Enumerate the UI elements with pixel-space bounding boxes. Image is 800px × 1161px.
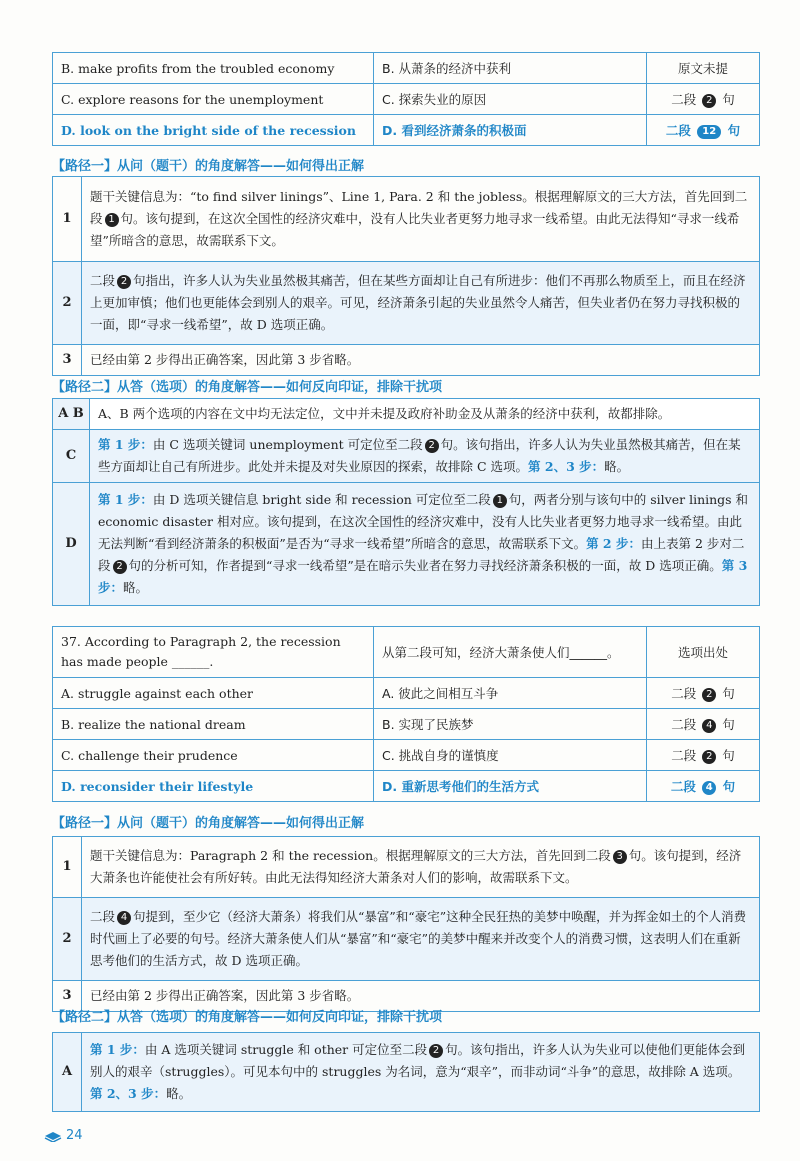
table-row <box>53 678 760 709</box>
table-row <box>53 177 760 262</box>
option-label: D <box>53 483 90 606</box>
q36-route2-table <box>52 398 760 606</box>
step-number: 2 <box>53 898 82 981</box>
option-source: 原文未提 <box>647 53 760 84</box>
route2-heading: 【路径二】从答（选项）的角度解答——如何反向印证，排除干扰项 <box>52 380 443 395</box>
option-zh: C. 探索失业的原因 <box>374 84 647 115</box>
table-row <box>53 1033 760 1112</box>
book-icon <box>44 1130 62 1142</box>
step-number: 1 <box>53 837 82 898</box>
step-text: 第 1 步：由 C 选项关键词 unemployment 可定位至二段 2 句。该句指出，许多人认为失业虽然极其痛苦，但在某些方面却让自己有所进步。此处并未提及对失业原因的探索，故排除 C 选项。第 2、3 步：略。 <box>90 430 760 483</box>
sentence-marker: 12 <box>697 125 721 139</box>
question-stem-zh: 从第二段可知，经济大萧条使人们______。 <box>374 627 647 678</box>
option-zh: C. 挑战自身的谨慎度 <box>374 740 647 771</box>
table-row-answer <box>53 771 760 802</box>
table-row-answer <box>53 115 760 146</box>
sentence-marker: 2 <box>702 94 716 108</box>
sentence-marker: 2 <box>117 275 131 289</box>
table-row <box>53 483 760 606</box>
sentence-marker: 2 <box>425 439 439 453</box>
table-row <box>53 345 760 376</box>
table-row <box>53 898 760 981</box>
step-number: 3 <box>53 981 82 1012</box>
step-number: 3 <box>53 345 82 376</box>
step-text: 第 1 步：由 D 选项关键信息 bright side 和 recession 可定位至二段 1 句，两者分别与该句中的 silver linings 和 economic disaster 相对应。该句提到，在这次全国性的经济灾难中，没有人比失业者更努力地寻求一线希望。由此无法判断“看到经济萧条的积极面”是否为“寻求一线希望”所暗含的意思，故需联系下文。第 2 步：由上表第 2 步对二段 2 句的分析可知，作者提到“寻求一线希望”是在暗示失业者在努力寻找经济萧条积极的一面，故 D 选项正确。第 3 步：略。 <box>90 483 760 606</box>
table-row <box>53 740 760 771</box>
page-number <box>44 1128 83 1143</box>
route1-heading: 【路径一】从问（题干）的角度解答——如何得出正解 <box>52 159 365 174</box>
option-label: C <box>53 430 90 483</box>
table-row <box>53 84 760 115</box>
sentence-marker: 2 <box>702 750 716 764</box>
q36-route1-table <box>52 176 760 376</box>
option-zh: B. 实现了民族梦 <box>374 709 647 740</box>
q37-options-table <box>52 626 760 802</box>
option-zh: D. 重新思考他们的生活方式 <box>374 771 647 802</box>
sentence-marker: 2 <box>702 688 716 702</box>
option-en: A. struggle against each other <box>53 678 374 709</box>
step-number: 1 <box>53 177 82 262</box>
option-zh: A. 彼此之间相互斗争 <box>374 678 647 709</box>
step-text: 已经由第 2 步得出正确答案，因此第 3 步省略。 <box>82 345 760 376</box>
step-text: 题干关键信息为：Paragraph 2 和 the recession。根据理解原文的三大方法，首先回到二段 3 句。该句提到，经济大萧条也许能使社会有所好转。由此无法得知经济大萧条对人们的影响，故需联系下文。 <box>82 837 760 898</box>
q37-route2-table <box>52 1032 760 1112</box>
q37-route1-table <box>52 836 760 1012</box>
sentence-marker: 1 <box>493 494 507 508</box>
step-text: 已经由第 2 步得出正确答案，因此第 3 步省略。 <box>82 981 760 1012</box>
step-number: 2 <box>53 262 82 345</box>
sentence-marker: 3 <box>613 850 627 864</box>
option-source: 二段 4 句 <box>647 709 760 740</box>
table-row <box>53 399 760 430</box>
page-number-text: 24 <box>66 1128 83 1143</box>
option-zh: B. 从萧条的经济中获利 <box>374 53 647 84</box>
option-source: 二段 4 句 <box>647 771 760 802</box>
sentence-marker: 4 <box>117 911 131 925</box>
step-text: 第 1 步：由 A 选项关键词 struggle 和 other 可定位至二段 2 句。该句指出，许多人认为失业可以使他们更能体会到别人的艰辛（struggles）。可见本句中的 struggles 为名词，意为“艰辛”，而非动词“斗争”的意思，故排除 A 选项。第 2、3 步：略。 <box>82 1033 760 1112</box>
route2-heading: 【路径二】从答（选项）的角度解答——如何反向印证，排除干扰项 <box>52 1010 443 1025</box>
table-row <box>53 837 760 898</box>
option-en: C. explore reasons for the unemployment <box>53 84 374 115</box>
option-en: D. look on the bright side of the recession <box>53 115 374 146</box>
option-source: 二段 2 句 <box>647 678 760 709</box>
sentence-marker: 1 <box>105 213 119 227</box>
step-text: 题干关键信息为：“to find silver linings”、Line 1, Para. 2 和 the jobless。根据理解原文的三大方法，首先回到二段 1 句。该句提到，在这次全国性的经济灾难中，没有人比失业者更努力地寻求一线希望。由此无法得知“寻求一线希望”所暗含的意思，故需联系下文。 <box>82 177 760 262</box>
option-label: A <box>53 1033 82 1112</box>
table-row <box>53 262 760 345</box>
option-label: A B <box>53 399 90 430</box>
source-header: 选项出处 <box>647 627 760 678</box>
option-source: 二段 12 句 <box>647 115 760 146</box>
route1-heading: 【路径一】从问（题干）的角度解答——如何得出正解 <box>52 816 365 831</box>
sentence-marker: 2 <box>113 560 127 574</box>
table-row <box>53 709 760 740</box>
sentence-marker: 2 <box>429 1044 443 1058</box>
table-row <box>53 53 760 84</box>
sentence-marker: 4 <box>702 719 716 733</box>
step-text: A、B 两个选项的内容在文中均无法定位，文中并未提及政府补助金及从萧条的经济中获利，故都排除。 <box>90 399 760 430</box>
option-en: B. realize the national dream <box>53 709 374 740</box>
table-row <box>53 430 760 483</box>
sentence-marker: 4 <box>702 781 716 795</box>
option-en: D. reconsider their lifestyle <box>53 771 374 802</box>
step-text: 二段 2 句指出，许多人认为失业虽然极其痛苦，但在某些方面却让自己有所进步：他们不再那么物质至上，而且在经济上更加审慎；他们也更能体会到别人的艰辛。可见，经济萧条引起的失业虽然令人痛苦，但失业者仍在努力寻找积极的一面，即“寻求一线希望”，故 D 选项正确。 <box>82 262 760 345</box>
question-stem-en: 37. According to Paragraph 2, the recession has made people ______. <box>53 627 374 678</box>
step-text: 二段 4 句提到，至少它（经济大萧条）将我们从“暴富”和“豪宅”这种全民狂热的美梦中唤醒，并为挥金如土的个人消费时代画上了必要的句号。经济大萧条使人们从“暴富”和“豪宅”的美梦中醒来并改变个人的消费习惯，这表明人们在重新思考他们的生活方式，故 D 选项正确。 <box>82 898 760 981</box>
option-zh: D. 看到经济萧条的积极面 <box>374 115 647 146</box>
option-en: B. make profits from the troubled economy <box>53 53 374 84</box>
q36-options-table <box>52 52 760 146</box>
table-header-row <box>53 627 760 678</box>
option-en: C. challenge their prudence <box>53 740 374 771</box>
option-source: 二段 2 句 <box>647 84 760 115</box>
option-source: 二段 2 句 <box>647 740 760 771</box>
